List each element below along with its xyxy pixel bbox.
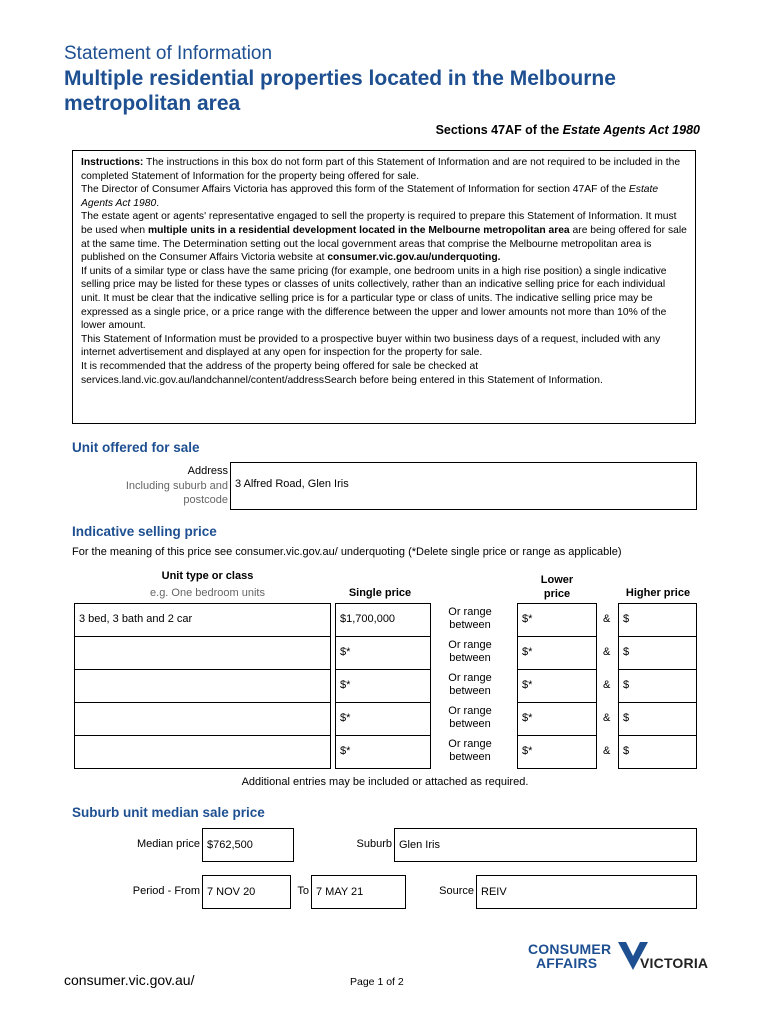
col-unit-example: e.g. One bedroom units (150, 587, 265, 599)
suburb-label: Suburb (356, 838, 392, 850)
page-number: Page 1 of 2 (350, 976, 404, 988)
ampersand: & (603, 679, 611, 691)
single-price-cell[interactable]: $* (335, 735, 431, 769)
higher-price-cell[interactable]: $ (618, 702, 697, 736)
indicative-price-note: For the meaning of this price see consumer.vic.gov.au/ underquoting (*Delete single price or range as applicable) (72, 546, 622, 558)
or-range-label: Or range between (448, 672, 492, 697)
instructions-para-1: Instructions: The instructions in this box do not form part of this Statement of Information and are not required to be included in the completed Statement of Information for the property being offered for sale. (81, 157, 681, 182)
higher-price-cell[interactable]: $ (618, 603, 697, 637)
address-label: Address Including suburb and postcode (125, 465, 228, 506)
median-price-label: Median price (137, 838, 200, 850)
lower-price-cell[interactable]: $* (517, 669, 597, 703)
unit-type-cell[interactable]: 3 bed, 3 bath and 2 car (74, 603, 331, 637)
title-line-2: metropolitan area (64, 92, 241, 115)
or-range-label: Or range between (448, 639, 492, 664)
single-price-cell[interactable]: $* (335, 636, 431, 670)
ampersand: & (603, 712, 611, 724)
instructions-para-4: If units of a similar type or class have the same pricing (for example, one bedroom units in a high rise position) a single indicative selling price may be listed for these types or classes of units collectively, rather than an indicative selling price for each individual unit. It must be clear that the indicative selling price is for a particular type or class of units. The indicative selling price may be expressed as a single price, or a price range with the difference between the upper and lower amounts not more than 10% of the lower amount. (81, 265, 667, 332)
logo-line-3: VICTORIA (640, 955, 709, 971)
lower-price-cell[interactable]: $* (517, 702, 597, 736)
logo-line-2: AFFAIRS (536, 955, 598, 971)
col-lower-price: Lower price (540, 574, 574, 600)
higher-price-cell[interactable]: $ (618, 636, 697, 670)
logo-line-1: CONSUMER (528, 941, 612, 957)
indicative-price-title: Indicative selling price (72, 524, 217, 539)
ampersand: & (603, 646, 611, 658)
instructions-para-5: This Statement of Information must be provided to a prospective buyer within two business days of a request, included with any internet advertisement and displayed at any open for inspection for the property for sale. (81, 333, 661, 359)
ampersand: & (603, 745, 611, 757)
median-price-field[interactable]: $762,500 (202, 828, 294, 862)
lower-price-cell[interactable]: $* (517, 603, 597, 637)
lower-price-cell[interactable]: $* (517, 636, 597, 670)
source-field[interactable]: REIV (476, 875, 697, 909)
col-single-price: Single price (348, 587, 412, 599)
higher-price-cell[interactable]: $ (618, 735, 697, 769)
act-reference: Sections 47AF of the Estate Agents Act 1980 (435, 123, 700, 137)
source-label: Source (439, 885, 474, 897)
footer-website[interactable]: consumer.vic.gov.au/ (64, 972, 195, 988)
ampersand: & (603, 613, 611, 625)
consumer-affairs-victoria-logo (528, 940, 709, 976)
suburb-field[interactable]: Glen Iris (394, 828, 697, 862)
period-from-field[interactable]: 7 NOV 20 (202, 875, 291, 909)
instructions-box (72, 150, 696, 424)
lower-price-cell[interactable]: $* (517, 735, 597, 769)
col-unit-type: Unit type or class (161, 570, 254, 582)
or-range-label: Or range between (448, 705, 492, 730)
single-price-cell[interactable]: $* (335, 702, 431, 736)
period-to-label: To (297, 885, 309, 897)
title-line-1: Multiple residential properties located in the Melbourne (64, 67, 616, 90)
instructions-para-2: The Director of Consumer Affairs Victoria has approved this form of the Statement of Information for section 47AF of the Estate Agents Act 1980. (81, 184, 659, 209)
or-range-label: Or range between (448, 738, 492, 763)
single-price-cell[interactable]: $1,700,000 (335, 603, 431, 637)
additional-entries-note: Additional entries may be included or attached as required. (241, 776, 529, 788)
period-to-field[interactable]: 7 MAY 21 (311, 875, 406, 909)
period-from-label: Period - From (132, 885, 200, 897)
unit-type-cell[interactable] (74, 702, 331, 736)
form-subtitle: Statement of Information (64, 43, 273, 64)
unit-type-cell[interactable] (74, 735, 331, 769)
or-range-label: Or range between (448, 606, 492, 631)
instructions-para-3: The estate agent or agents' representative engaged to sell the property is required to prepare this Statement of Information. It must be used when multiple units in a residential development located in the Melbourne metropolitan area are being offered for sale at the same time. The Determination setting out the local government areas that comprise the Melbourne metropolitan area is published on the Consumer Affairs Victoria website at consumer.vic.gov.au/underquoting. (81, 211, 687, 264)
unit-offered-title: Unit offered for sale (72, 440, 200, 455)
underquoting-link[interactable]: consumer.vic.gov.au/underquoting. (327, 252, 501, 264)
unit-type-cell[interactable] (74, 636, 331, 670)
col-higher-price: Higher price (625, 587, 691, 599)
single-price-cell[interactable]: $* (335, 669, 431, 703)
unit-type-cell[interactable] (74, 669, 331, 703)
median-price-title: Suburb unit median sale price (72, 805, 265, 820)
form-title (64, 66, 724, 116)
higher-price-cell[interactable]: $ (618, 669, 697, 703)
address-field[interactable]: 3 Alfred Road, Glen Iris (230, 462, 697, 510)
instructions-para-6: It is recommended that the address of the property being offered for sale be checked at services.land.vic.gov.au/landchannel/content/addressSearch before being entered in this Statement of Information. (81, 360, 603, 386)
